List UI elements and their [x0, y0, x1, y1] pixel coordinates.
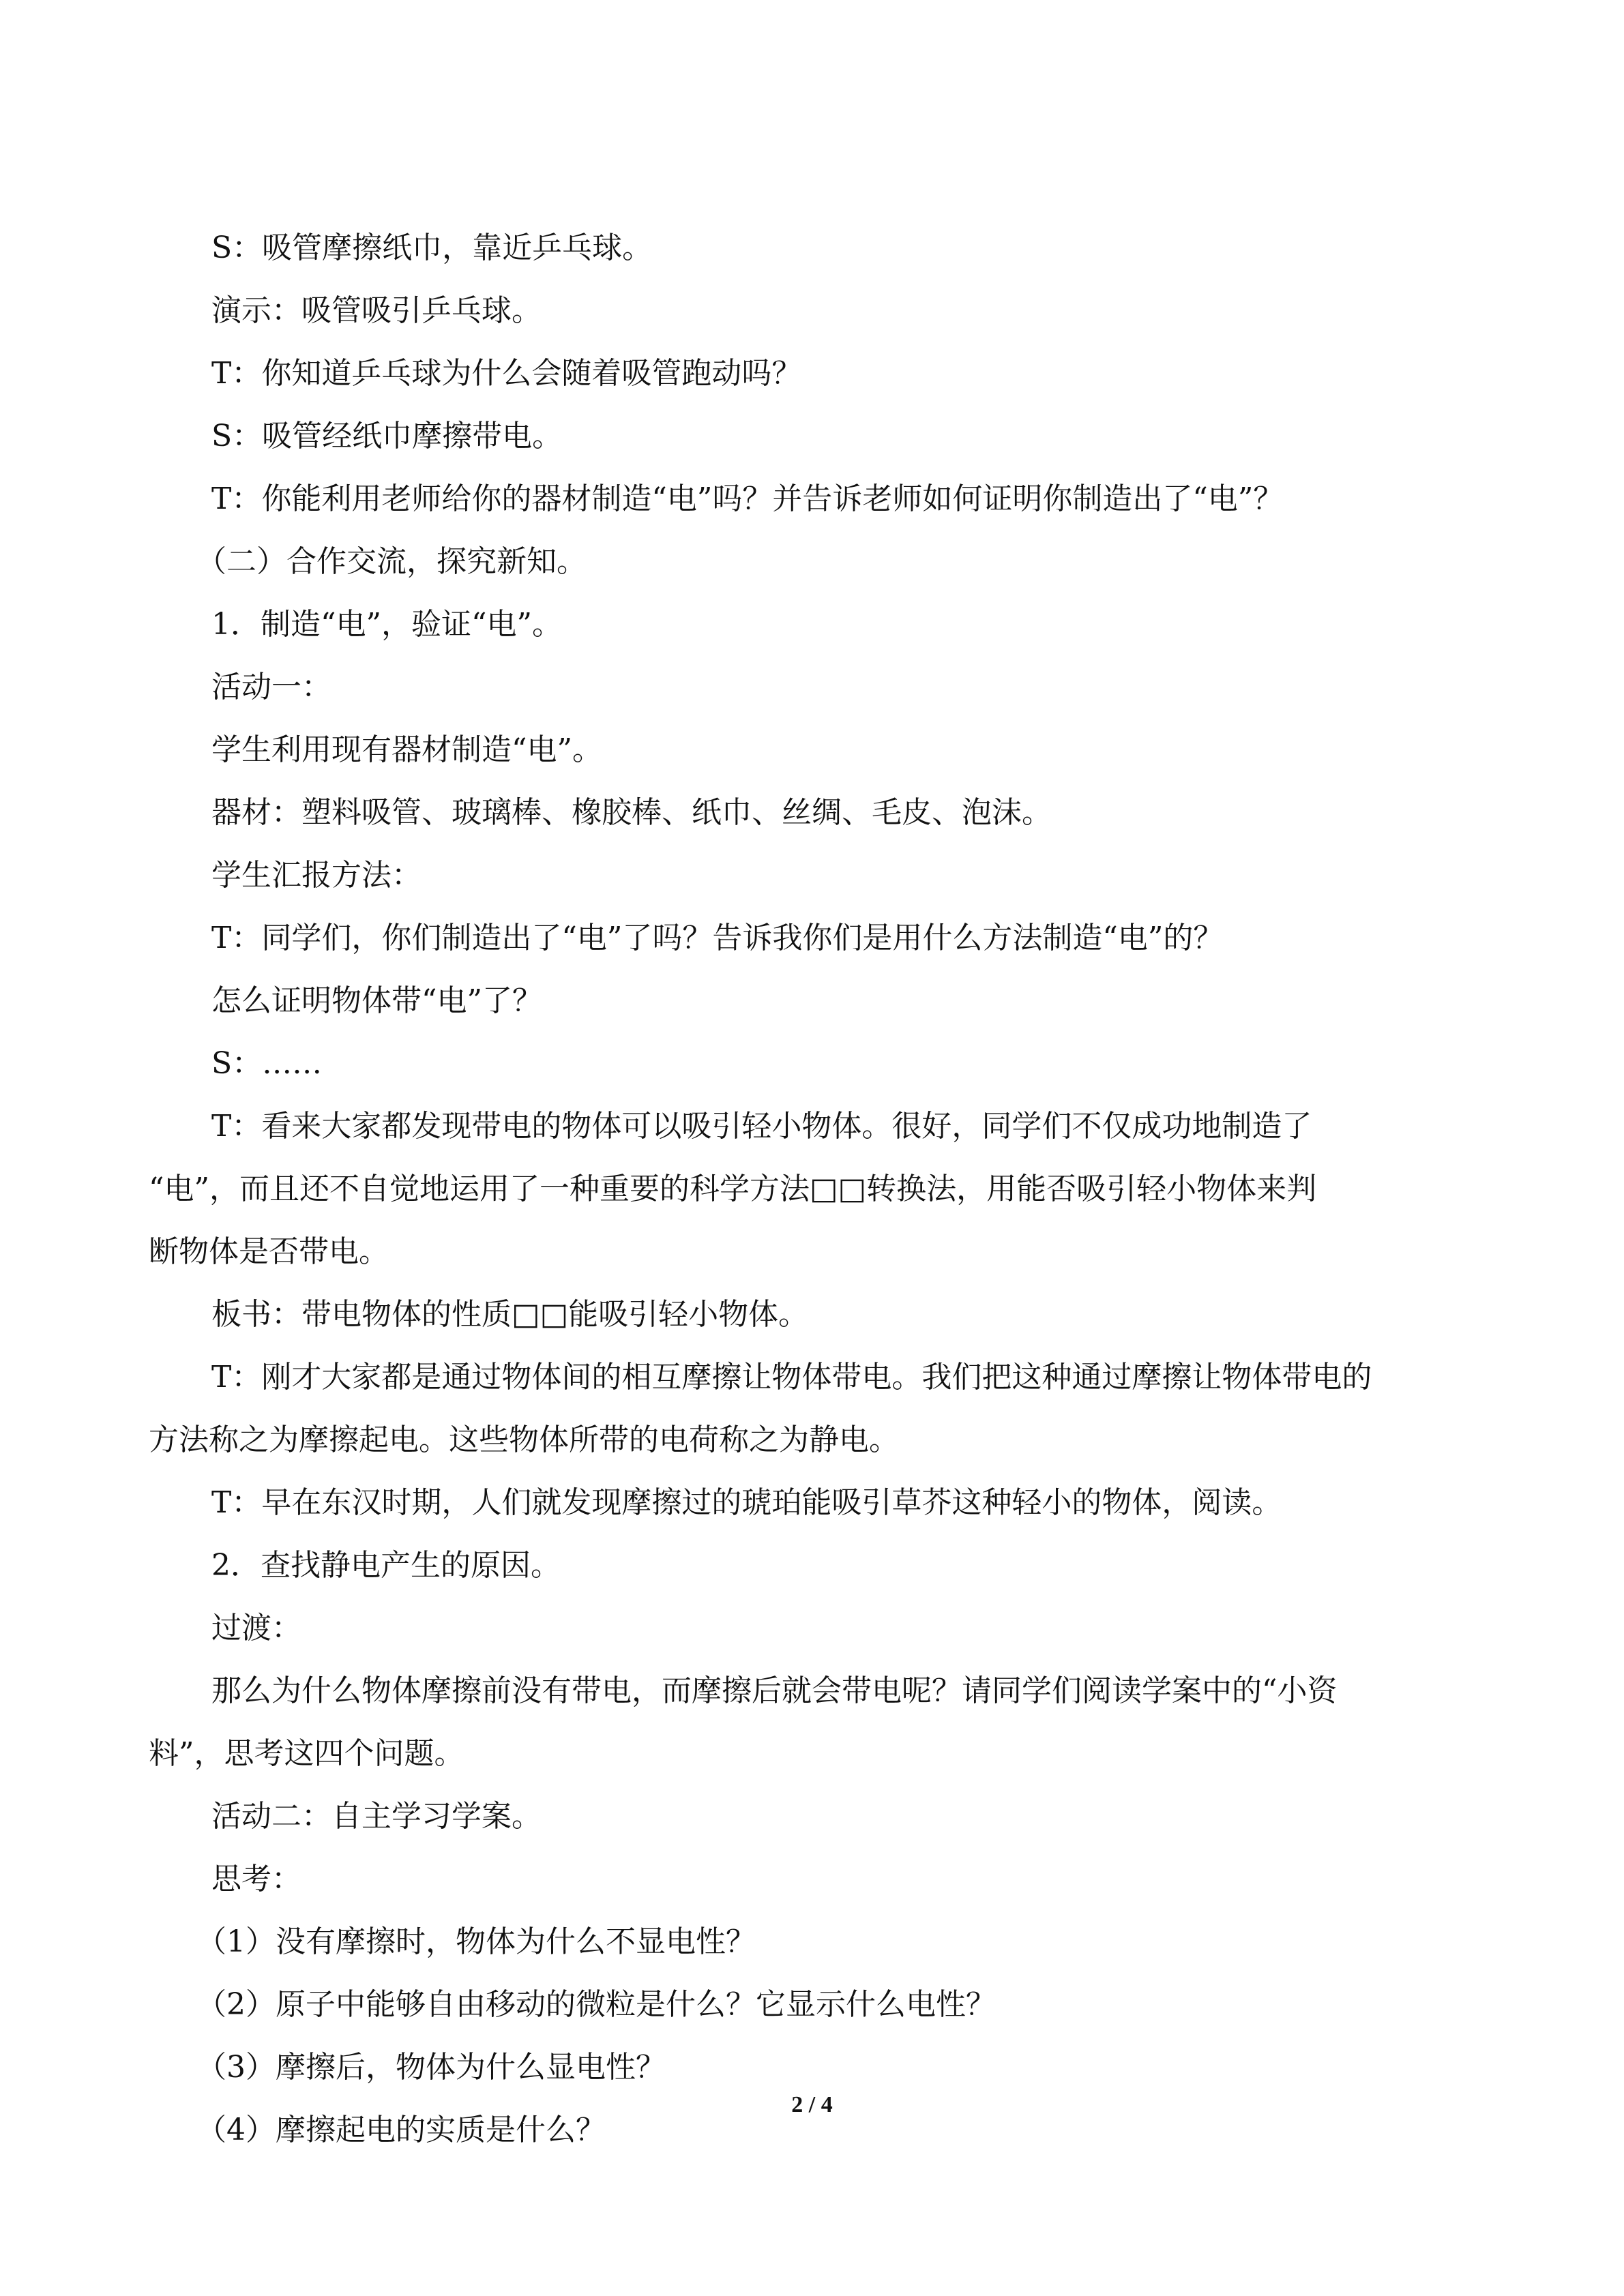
paragraph-line: 过渡：	[211, 1611, 301, 1645]
paragraph-line: 学生利用现有器材制造“电”。	[211, 732, 602, 767]
paragraph-line: T：刚才大家都是通过物体间的相互摩擦让物体带电。我们把这种通过摩擦让物体带电的	[211, 1360, 1372, 1395]
paragraph-line: 怎么证明物体带“电”了？	[211, 983, 542, 1018]
paragraph-line: 演示：吸管吸引乒乓球。	[211, 293, 542, 328]
paragraph-line: 思考：	[211, 1862, 301, 1896]
paragraph-line: T：早在东汉时期，人们就发现摩擦过的琥珀能吸引草芥这种轻小的物体，阅读。	[211, 1485, 1282, 1520]
section-heading: （二）合作交流，探究新知。	[196, 544, 587, 579]
paragraph-line: 活动一：	[211, 670, 331, 704]
paragraph-line: 料”，思考这四个问题。	[149, 1736, 464, 1771]
paragraph-line: T：同学们，你们制造出了“电”了吗？告诉我你们是用什么方法制造“电”的？	[211, 921, 1224, 955]
paragraph-line: 板书：带电物体的性质□□能吸引轻小物体。	[211, 1297, 809, 1332]
paragraph-line: 那么为什么物体摩擦前没有带电，而摩擦后就会带电呢？请同学们阅读学案中的“小资	[211, 1673, 1338, 1708]
paragraph-line: 器材：塑料吸管、玻璃棒、橡胶棒、纸巾、丝绸、毛皮、泡沫。	[211, 795, 1052, 830]
paragraph-line: T：你能利用老师给你的器材制造“电”吗？并告诉老师如何证明你制造出了“电”？	[211, 481, 1284, 516]
question-item: （4）摩擦起电的实质是什么？	[196, 2113, 606, 2147]
paragraph-line: S：……	[211, 1046, 323, 1081]
question-item: （2）原子中能够自由移动的微粒是什么？它显示什么电性？	[196, 1987, 996, 2022]
paragraph-line: S：吸管摩擦纸巾，靠近乒乓球。	[211, 230, 653, 265]
question-item: （1）没有摩擦时，物体为什么不显电性？	[196, 1924, 756, 1959]
paragraph-line: 活动二：自主学习学案。	[211, 1799, 542, 1834]
question-item: （3）摩擦后，物体为什么显电性？	[196, 2050, 666, 2085]
page-number: 2 / 4	[791, 2092, 833, 2117]
paragraph-line: S：吸管经纸巾摩擦带电。	[211, 419, 563, 453]
document-body	[149, 217, 1480, 2162]
paragraph-line: 方法称之为摩擦起电。这些物体所带的电荷称之为静电。	[149, 1422, 899, 1457]
paragraph-line: T：你知道乒乓球为什么会随着吸管跑动吗？	[211, 356, 802, 391]
subsection-heading: 2．查找静电产生的原因。	[211, 1548, 561, 1583]
paragraph-line: 断物体是否带电。	[149, 1234, 389, 1269]
subsection-heading: 1．制造“电”，验证“电”。	[211, 607, 562, 642]
paragraph-line: 学生汇报方法：	[211, 858, 422, 893]
paragraph-line: “电”，而且还不自觉地运用了一种重要的科学方法□□转换法，用能否吸引轻小物体来判	[149, 1172, 1317, 1206]
paragraph-line: T：看来大家都发现带电的物体可以吸引轻小物体。很好，同学们不仅成功地制造了	[211, 1109, 1312, 1144]
